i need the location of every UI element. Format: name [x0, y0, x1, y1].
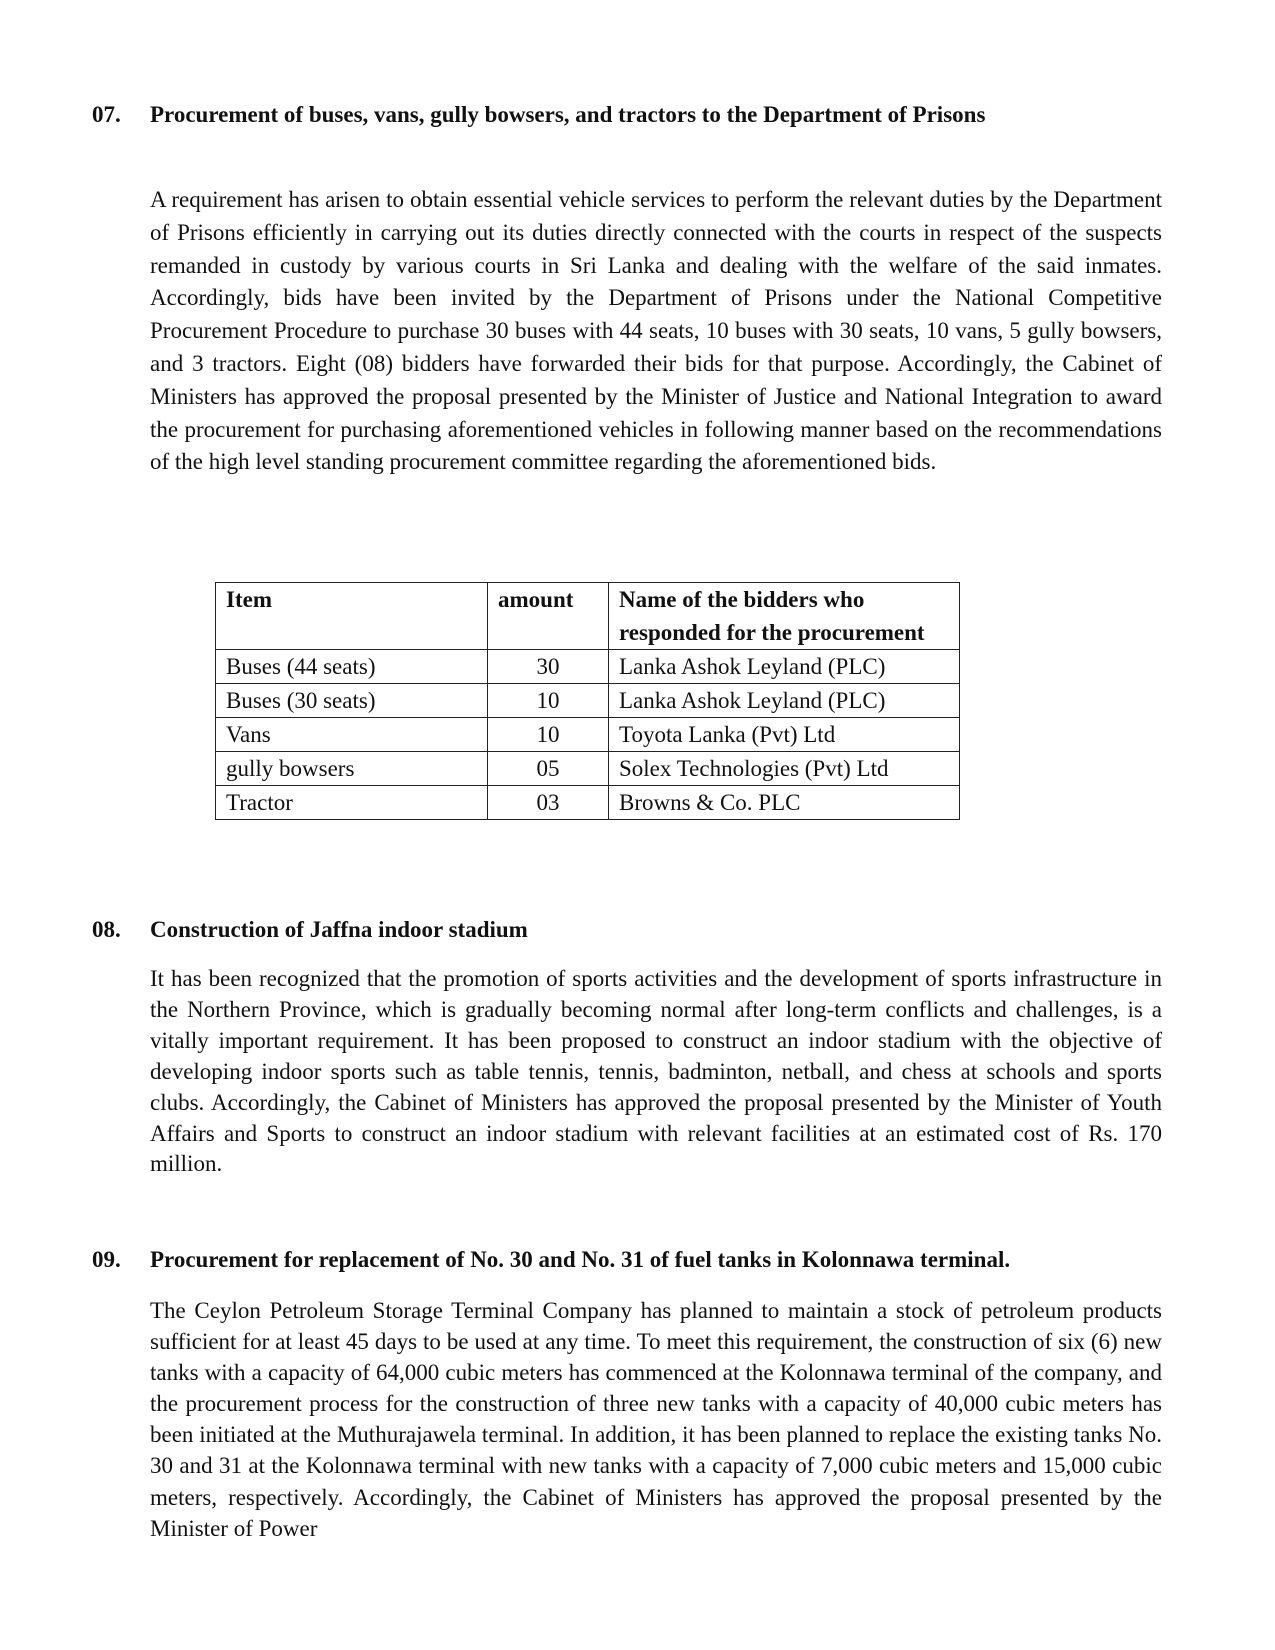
table-cell-bidder: Lanka Ashok Leyland (PLC) — [609, 684, 960, 718]
section-title: Construction of Jaffna indoor stadium — [150, 917, 528, 942]
table-cell-item: Vans — [216, 718, 488, 752]
table-cell-amount: 10 — [488, 718, 609, 752]
section-8-paragraph: It has been recognized that the promotion of sports activities and the development of sports infrastructure in the Northern Province, which is gradually becoming normal after long-term conflicts and challenges, is a vitally important requirement. It has been proposed to construct an indoor stadium with the objective of developing indoor sports such as table tennis, tennis, badminton, netball, and chess at schools and sports clubs. Accordingly, the Cabinet of Ministers has approved the proposal presented by the Minister of Youth Affairs and Sports to construct an indoor stadium with relevant facilities at an estimated cost of Rs. 170 million. — [150, 966, 1162, 1177]
table-row — [216, 718, 960, 752]
table-header-item: Item — [216, 583, 488, 650]
table-row — [216, 650, 960, 684]
table-cell-amount: 10 — [488, 684, 609, 718]
table-cell-item: Buses (44 seats) — [216, 650, 488, 684]
table-row — [216, 752, 960, 786]
table-row — [216, 684, 960, 718]
table-row — [216, 786, 960, 820]
section-7-paragraph: A requirement has arisen to obtain essential vehicle services to perform the relevant duties by the Department of Prisons efficiently in carrying out its duties directly connected with the courts in respect of the suspects remanded in custody by various courts in Sri Lanka and dealing with the welfare of the said inmates. Accordingly, bids have been invited by the Department of Prisons under the National Competitive Procurement Procedure to purchase 30 buses with 44 seats, 10 buses with 30 seats, 10 vans, 5 gully bowsers, and 3 tractors. Eight (08) bidders have forwarded their bids for that purpose. Accordingly, the Cabinet of Ministers has approved the proposal presented by the Minister of Justice and National Integration to award the procurement for purchasing aforementioned vehicles in following manner based on the recommendations of the high level standing procurement committee regarding the aforementioned bids. — [150, 187, 1162, 475]
section-number: 09. — [92, 1247, 121, 1272]
table-header-row — [216, 583, 960, 650]
table-cell-amount: 03 — [488, 786, 609, 820]
procurement-table — [215, 582, 960, 820]
section-title: Procurement of buses, vans, gully bowsers, and tractors to the Department of Prisons — [150, 102, 986, 127]
section-9-paragraph: The Ceylon Petroleum Storage Terminal Company has planned to maintain a stock of petroleum products sufficient for at least 45 days to be used at any time. To meet this requirement, the construction of six (6) new tanks with a capacity of 64,000 cubic meters has commenced at the Kolonnawa terminal of the company, and the procurement process for the construction of three new tanks with a capacity of 40,000 cubic meters has been initiated at the Muthurajawela terminal. In addition, it has been planned to replace the existing tanks No. 30 and 31 at the Kolonnawa terminal with new tanks with a capacity of 7,000 cubic meters and 15,000 cubic meters, respectively. Accordingly, the Cabinet of Ministers has approved the proposal presented by the Minister of Power — [150, 1298, 1162, 1541]
table-cell-bidder: Toyota Lanka (Pvt) Ltd — [609, 718, 960, 752]
table-cell-amount: 05 — [488, 752, 609, 786]
table-cell-item: Buses (30 seats) — [216, 684, 488, 718]
table-cell-bidder: Lanka Ashok Leyland (PLC) — [609, 650, 960, 684]
table-cell-bidder: Browns & Co. PLC — [609, 786, 960, 820]
table-header-amount: amount — [488, 583, 609, 650]
table-header-bidders: Name of the bidders who responded for the procurement — [609, 583, 960, 650]
table-cell-item: Tractor — [216, 786, 488, 820]
table-cell-amount: 30 — [488, 650, 609, 684]
section-number: 07. — [92, 102, 121, 127]
section-title: Procurement for replacement of No. 30 and No. 31 of fuel tanks in Kolonnawa terminal. — [150, 1247, 1011, 1272]
table-cell-bidder: Solex Technologies (Pvt) Ltd — [609, 752, 960, 786]
section-number: 08. — [92, 917, 121, 942]
table-cell-item: gully bowsers — [216, 752, 488, 786]
